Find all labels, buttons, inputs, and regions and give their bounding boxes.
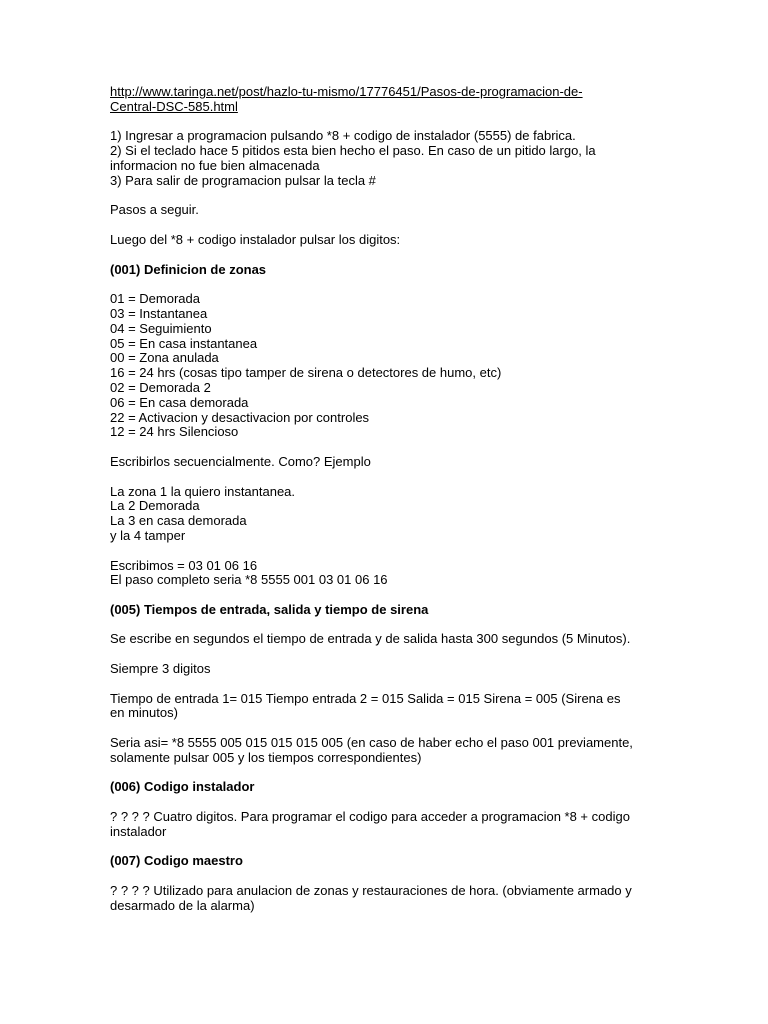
section-007-line: ? ? ? ? Utilizado para anulacion de zonas y restauraciones de hora. (obviamente armado y xyxy=(110,883,632,899)
section-005-p4-line: Seria asi= *8 5555 005 015 015 015 005 (en caso de haber echo el paso 001 previamente, xyxy=(110,735,633,751)
section-005-p3-line: en minutos) xyxy=(110,705,178,721)
section-005-p2: Siempre 3 digitos xyxy=(110,661,211,677)
result-line: El paso completo seria *8 5555 001 03 01 06 16 xyxy=(110,572,388,588)
zone-item: 16 = 24 hrs (cosas tipo tamper de sirena o detectores de humo, etc) xyxy=(110,365,502,381)
section-006-heading: (006) Codigo instalador xyxy=(110,779,255,795)
zone-item: 12 = 24 hrs Silencioso xyxy=(110,424,239,440)
zone-item: 01 = Demorada xyxy=(110,291,200,307)
section-007-line: desarmado de la alarma) xyxy=(110,897,255,913)
escribirlos-text: Escribirlos secuencialmente. Como? Ejemplo xyxy=(110,453,371,469)
source-link-line: http://www.taringa.net/post/hazlo-tu-mismo/17776451/Pasos-de-programacion-de- xyxy=(110,84,583,99)
zone-item: 06 = En casa demorada xyxy=(110,394,249,410)
source-link-line: Central-DSC-585.html xyxy=(110,98,238,114)
example-line: La 3 en casa demorada xyxy=(110,513,247,529)
section-005-p4-line: solamente pulsar 005 y los tiempos correspondientes) xyxy=(110,749,422,765)
zone-item: 02 = Demorada 2 xyxy=(110,379,211,395)
section-006-text xyxy=(110,810,670,840)
intro-line: 3) Para salir de programacion pulsar la tecla # xyxy=(110,172,376,188)
section-005-p3 xyxy=(110,692,670,722)
section-001-heading: (001) Definicion de zonas xyxy=(110,261,267,277)
example-block xyxy=(110,485,670,544)
section-005-heading: (005) Tiempos de entrada, salida y tiempo de sirena xyxy=(110,601,429,617)
section-007-text xyxy=(110,884,670,914)
zone-item: 00 = Zona anulada xyxy=(110,350,219,366)
example-line: La 2 Demorada xyxy=(110,498,200,514)
section-006-line: ? ? ? ? Cuatro digitos. Para programar el codigo para acceder a programacion *8 + codigo xyxy=(110,809,630,825)
example-result xyxy=(110,559,670,589)
section-005-p4 xyxy=(110,736,670,766)
intro-steps xyxy=(110,129,670,188)
zone-item: 03 = Instantanea xyxy=(110,305,208,321)
source-link[interactable] xyxy=(110,85,670,115)
intro-line: 1) Ingresar a programacion pulsando *8 + codigo de instalador (5555) de fabrica. xyxy=(110,128,576,144)
luego-text: Luego del *8 + codigo instalador pulsar los digitos: xyxy=(110,231,401,247)
result-line: Escribimos = 03 01 06 16 xyxy=(110,557,258,573)
section-007-heading: (007) Codigo maestro xyxy=(110,853,243,869)
document-body xyxy=(110,85,670,928)
zone-item: 04 = Seguimiento xyxy=(110,320,212,336)
example-line: y la 4 tamper xyxy=(110,527,186,543)
section-005-p1: Se escribe en segundos el tiempo de entrada y de salida hasta 300 segundos (5 Minutos). xyxy=(110,631,631,647)
zone-list xyxy=(110,292,670,440)
section-006-line: instalador xyxy=(110,823,167,839)
source-link-paragraph xyxy=(110,85,670,115)
pasos-text: Pasos a seguir. xyxy=(110,202,199,218)
section-005-p3-line: Tiempo de entrada 1= 015 Tiempo entrada 2 = 015 Salida = 015 Sirena = 005 (Sirena es xyxy=(110,690,621,706)
zone-item: 22 = Activacion y desactivacion por controles xyxy=(110,409,370,425)
intro-line: 2) Si el teclado hace 5 pitidos esta bien hecho el paso. En caso de un pitido largo, la xyxy=(110,143,596,159)
zone-item: 05 = En casa instantanea xyxy=(110,335,258,351)
example-line: La zona 1 la quiero instantanea. xyxy=(110,483,296,499)
intro-line: informacion no fue bien almacenada xyxy=(110,157,320,173)
